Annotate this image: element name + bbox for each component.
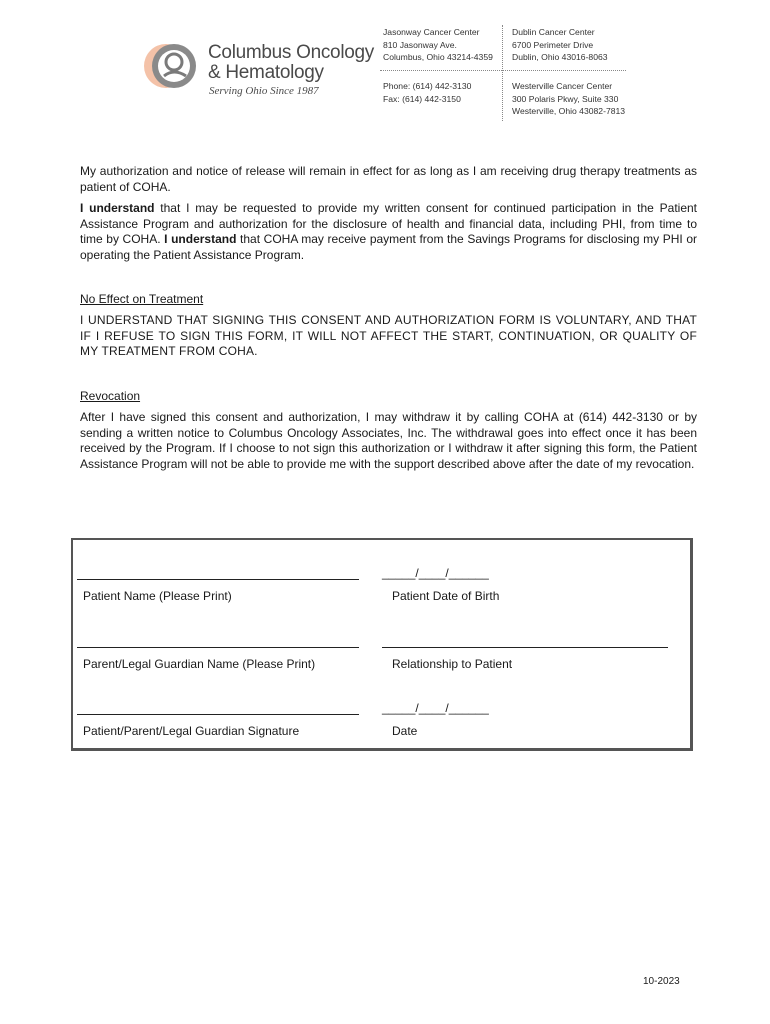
patient-name-line[interactable] (77, 579, 359, 580)
no-effect-heading: No Effect on Treatment (80, 292, 204, 306)
phone-fax (383, 80, 471, 105)
coha-logo (142, 38, 372, 100)
dob-blank[interactable]: _____/____/______ (382, 566, 489, 580)
phone-number: Phone: (614) 442-3130 (383, 81, 472, 91)
logo-wordmark: Columbus Oncology & Hematology (208, 42, 374, 83)
dob-label: Patient Date of Birth (392, 589, 500, 603)
no-effect-paragraph: I UNDERSTAND THAT SIGNING THIS CONSENT AND AUTHORIZATION FORM IS VOLUNTARY, AND THAT IF I REFUSE TO SIGN THIS FORM, IT WILL NOT AFFECT THE START, CONTINUATION, OR QUALITY OF MY TREATMENT FROM COHA. (80, 313, 697, 358)
relationship-line[interactable] (382, 647, 668, 648)
revision-date: 10-2023 (643, 976, 680, 987)
coha-logo-mark-icon (142, 38, 204, 100)
logo-tagline: Serving Ohio Since 1987 (209, 85, 319, 97)
westerville-address: Westerville Cancer Center 300 Polaris Pkwy, Suite 330 Westerville, Ohio 43082-7813 (512, 81, 626, 116)
guardian-name-label: Parent/Legal Guardian Name (Please Print) (83, 657, 316, 671)
header-divider-horizontal (380, 70, 626, 71)
understand-paragraph: I understand that I may be requested to provide my written consent for continued participation in the Patient Assistance Program and authorization for the disclosure of health and financial data, including PHI, from time to time by COHA. I understand that COHA may receive payment from the Savings Programs for disclosing my PHI or operating the Patient Assistance Program. (80, 201, 697, 262)
revocation-paragraph: After I have signed this consent and authorization, I may withdraw it by calling COHA at (614) 442-3130 or by sending a written notice to Columbus Oncology Associates, Inc. The withdrawal goes into effect once it has been received by the Program. If I choose to not sign this authorization or I withdraw it after signing this form, the Patient Assistance Program will not be able to provide me with the support described above after the date of my revocation. (80, 410, 697, 471)
authorization-paragraph: My authorization and notice of release will remain in effect for as long as I am receiving drug therapy treatments as patient of COHA. (80, 164, 697, 194)
relationship-label: Relationship to Patient (392, 657, 513, 671)
signature-line[interactable] (77, 714, 359, 715)
signature-box (71, 538, 693, 751)
dublin-address: Dublin Cancer Center 6700 Perimeter Drive Dublin, Ohio 43016-8063 (512, 27, 608, 62)
patient-name-label: Patient Name (Please Print) (83, 589, 232, 603)
jasonway-address: Jasonway Cancer Center 810 Jasonway Ave. Columbus, Ohio 43214-4359 (383, 27, 493, 62)
guardian-name-line[interactable] (77, 647, 359, 648)
revocation-heading: Revocation (80, 389, 141, 403)
date-label: Date (392, 724, 418, 738)
header-divider-vertical (502, 25, 503, 121)
signature-label: Patient/Parent/Legal Guardian Signature (83, 724, 300, 738)
date-blank[interactable]: _____/____/______ (382, 701, 489, 715)
fax-number: Fax: (614) 442-3150 (383, 93, 461, 104)
